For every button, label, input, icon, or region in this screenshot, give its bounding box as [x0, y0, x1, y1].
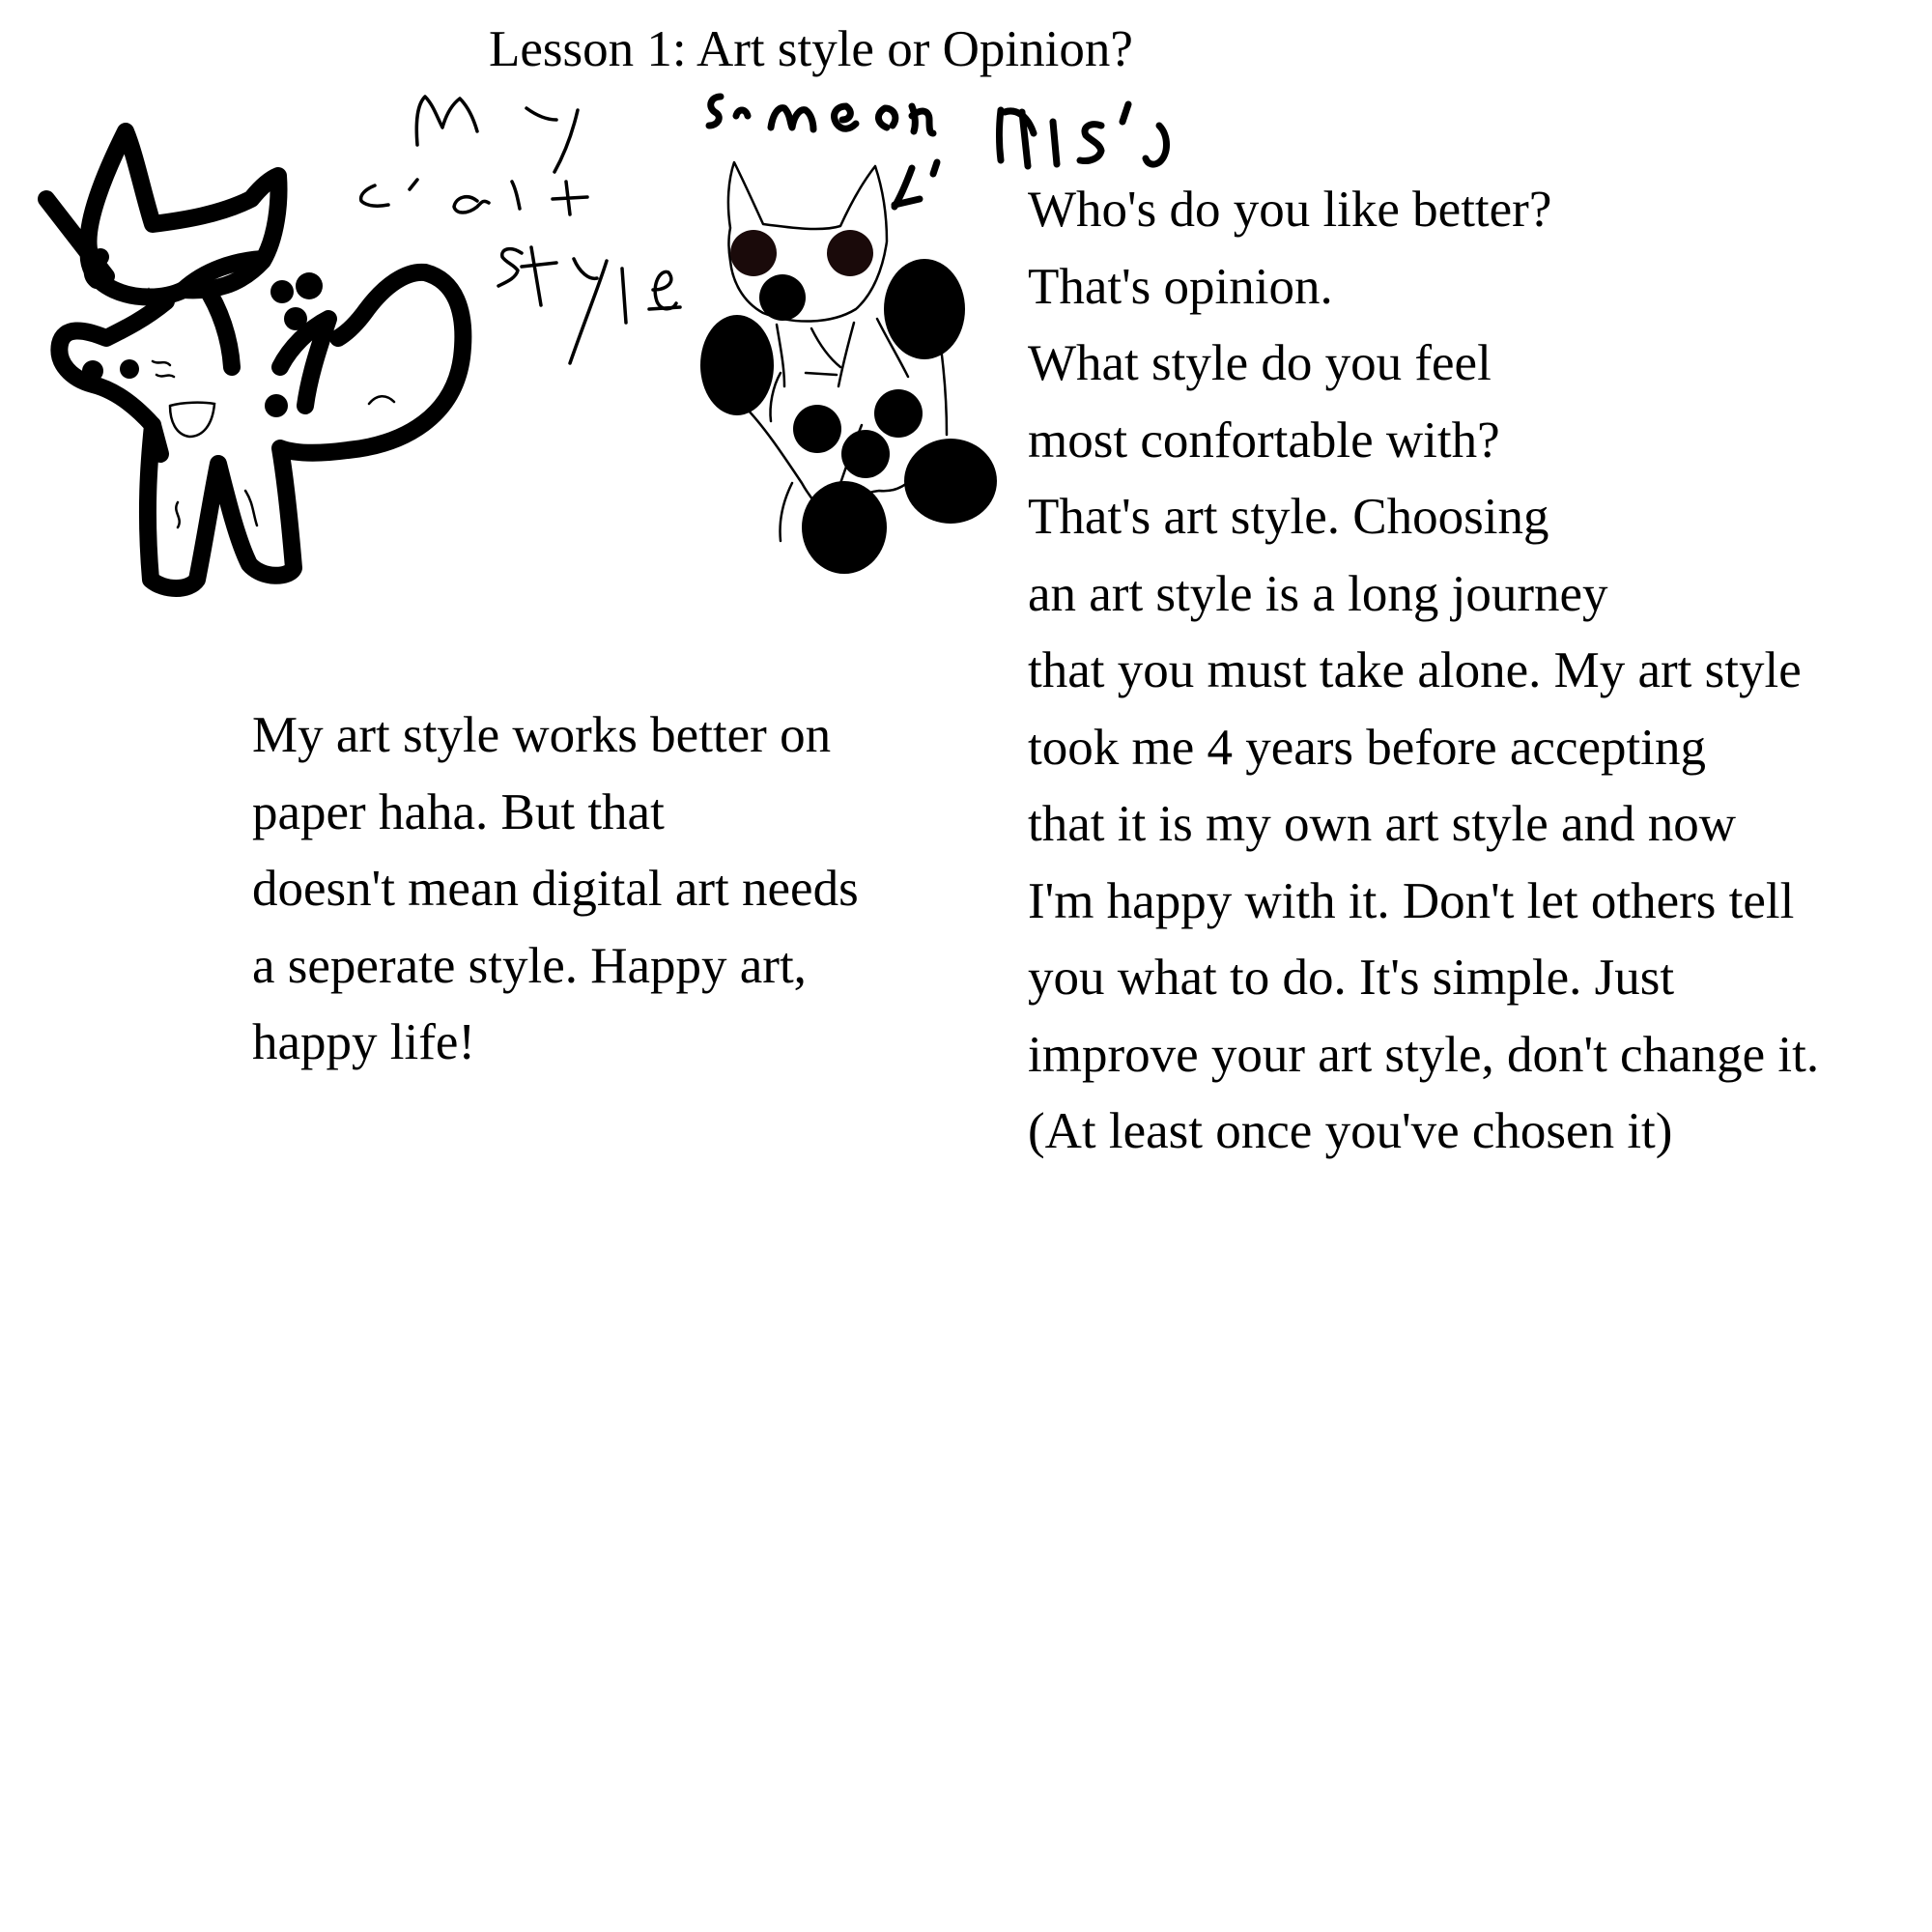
right-text-line: took me 4 years before accepting	[1028, 719, 1706, 776]
right-text-line: I'm happy with it. Don't let others tell	[1028, 872, 1795, 929]
right-text-line: that you must take alone. My art style	[1028, 642, 1802, 698]
left-text-line: a seperate style. Happy art,	[252, 937, 807, 994]
right-text-line: Who's do you like better?	[1028, 182, 1552, 238]
right-text-line: That's art style. Choosing	[1028, 489, 1549, 545]
right-text-line: (At least once you've chosen it)	[1028, 1103, 1673, 1159]
left-text-block	[252, 697, 859, 1082]
right-text-line: you what to do. It's simple. Just	[1028, 950, 1675, 1006]
right-text-line: What style do you feel	[1028, 335, 1492, 391]
right-text-line: That's opinion.	[1028, 258, 1333, 315]
left-cat-thin-lines	[131, 290, 394, 527]
left-text-line: My art style works better on	[252, 707, 832, 763]
page-title: Lesson 1: Art style or Opinion?	[489, 21, 1133, 77]
right-text-line: an art style is a long journey	[1028, 565, 1608, 622]
right-text-line: that it is my own art style and now	[1028, 796, 1737, 852]
right-cat-drawing	[728, 162, 956, 541]
left-cat-drawing	[46, 131, 463, 588]
right-text-line: most confortable with?	[1028, 412, 1500, 469]
left-text-line: doesn't mean digital art needs	[252, 861, 859, 917]
right-cat-spots	[700, 230, 997, 574]
right-text-line: improve your art style, don't change it.	[1028, 1026, 1820, 1083]
left-text-line: happy life!	[252, 1014, 476, 1070]
left-cat-details	[82, 272, 323, 417]
handwritten-my-art-style	[361, 97, 680, 363]
right-text-block	[1028, 172, 1819, 1171]
left-text-line: paper haha. But that	[252, 783, 665, 840]
